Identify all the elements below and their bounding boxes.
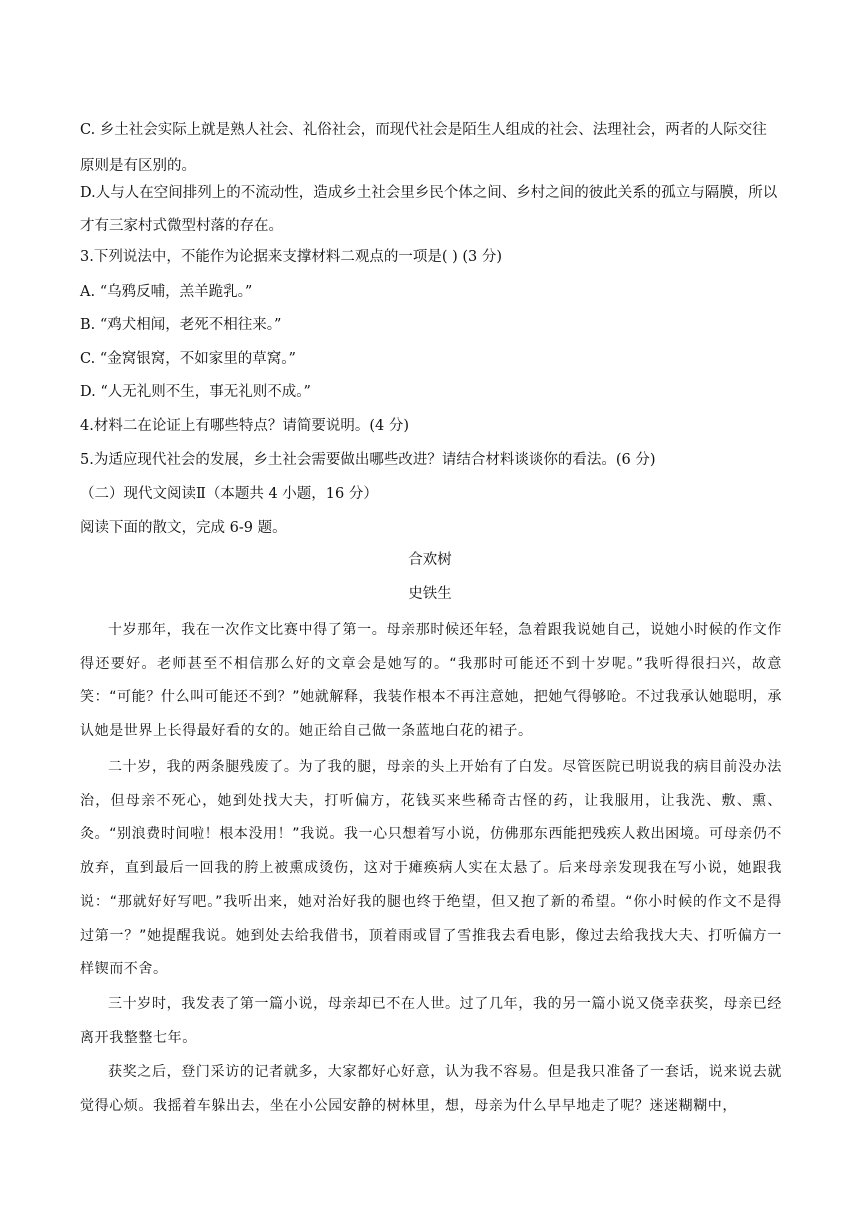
- question-3-option-c: C. “金窝银窝，不如家里的草窝。”: [80, 351, 296, 367]
- section-heading: （二）现代文阅读Ⅱ（本题共 4 小题，16 分）: [80, 486, 378, 502]
- essay-paragraph: 十岁那年，我在一次作文比赛中得了第一。母亲那时候还年轻，急着跟我说她自己，说她小时候的作文作得还要好。老师甚至不相信那么好的文章会是她写的。“我那时可能还不到十岁呢。”我听得很扫兴，故意笑：“可能？什么叫可能还不到？”她就解释，我装作根本不再注意她，把她气得够呛。不过我承认她聪明，承认她是世界上长得最好看的女的。她正给自己做一条蓝地白花的裙子。: [80, 622, 782, 740]
- question-3-option-a: A. “乌鸦反哺，羔羊跪乳。”: [80, 284, 253, 300]
- essay-title: 合欢树: [408, 552, 452, 568]
- question-3-option-b: B. “鸡犬相闻，老死不相往来。”: [80, 317, 282, 333]
- essay-paragraph: 获奖之后，登门采访的记者就多，大家都好心好意，认为我不容易。但是我只准备了一套话，说来说去就觉得心烦。我摇着车躲出去，坐在小公园安静的树林里，想，母亲为什么早早地走了呢？迷迷糊糊中，: [80, 1064, 782, 1114]
- essay-paragraph: 三十岁时，我发表了第一篇小说，母亲却已不在人世。过了几年，我的另一篇小说又侥幸获奖，母亲已经离开我整整七年。: [80, 996, 782, 1046]
- option-d: D.人与人在空间排列上的不流动性，造成乡土社会里乡民个体之间、乡村之间的彼此关系的孤立与隔膜，所以才有三家村式微型村落的存在。: [80, 185, 778, 234]
- section-instruction: 阅读下面的散文，完成 6-9 题。: [80, 520, 287, 536]
- essay-paragraph: 二十岁，我的两条腿残废了。为了我的腿，母亲的头上开始有了白发。尽管医院已明说我的病目前没办法治，但母亲不死心，她到处找大夫，打听偏方，花钱买来些稀奇古怪的药，让我服用，让我洗、敷、熏、灸。“别浪费时间啦！根本没用！”我说。我一心只想着写小说，仿佛那东西能把残疾人救出困境。可母亲仍不放弃，直到最后一回我的胯上被熏成烫伤，这对于瘫痪病人实在太悬了。后来母亲发现我在写小说，她跟我说：“那就好好写吧。”我听出来，她对治好我的腿也终于绝望，但又抱了新的希望。“你小时候的作文不是得过第一？”她提醒我说。她到处去给我借书，顶着雨或冒了雪推我去看电影，像过去给我找大夫、打听偏方一样锲而不舍。: [80, 759, 782, 978]
- question-3-option-d: D. “人无礼则不生，事无礼则不成。”: [80, 384, 311, 400]
- essay-author: 史铁生: [408, 586, 452, 602]
- question-3: 3.下列说法中，不能作为论据来支撑材料二观点的一项是( ) (3 分): [80, 249, 503, 265]
- question-5: 5.为适应现代社会的发展，乡土社会需要做出哪些改进？请结合材料谈谈你的看法。(6 分): [80, 452, 656, 468]
- option-c: C. 乡土社会实际上就是熟人社会、礼俗社会，而现代社会是陌生人组成的社会、法理社会，两者的人际交往原则是有区别的。: [80, 122, 767, 174]
- question-4: 4.材料二在论证上有哪些特点？请简要说明。(4 分): [80, 418, 409, 434]
